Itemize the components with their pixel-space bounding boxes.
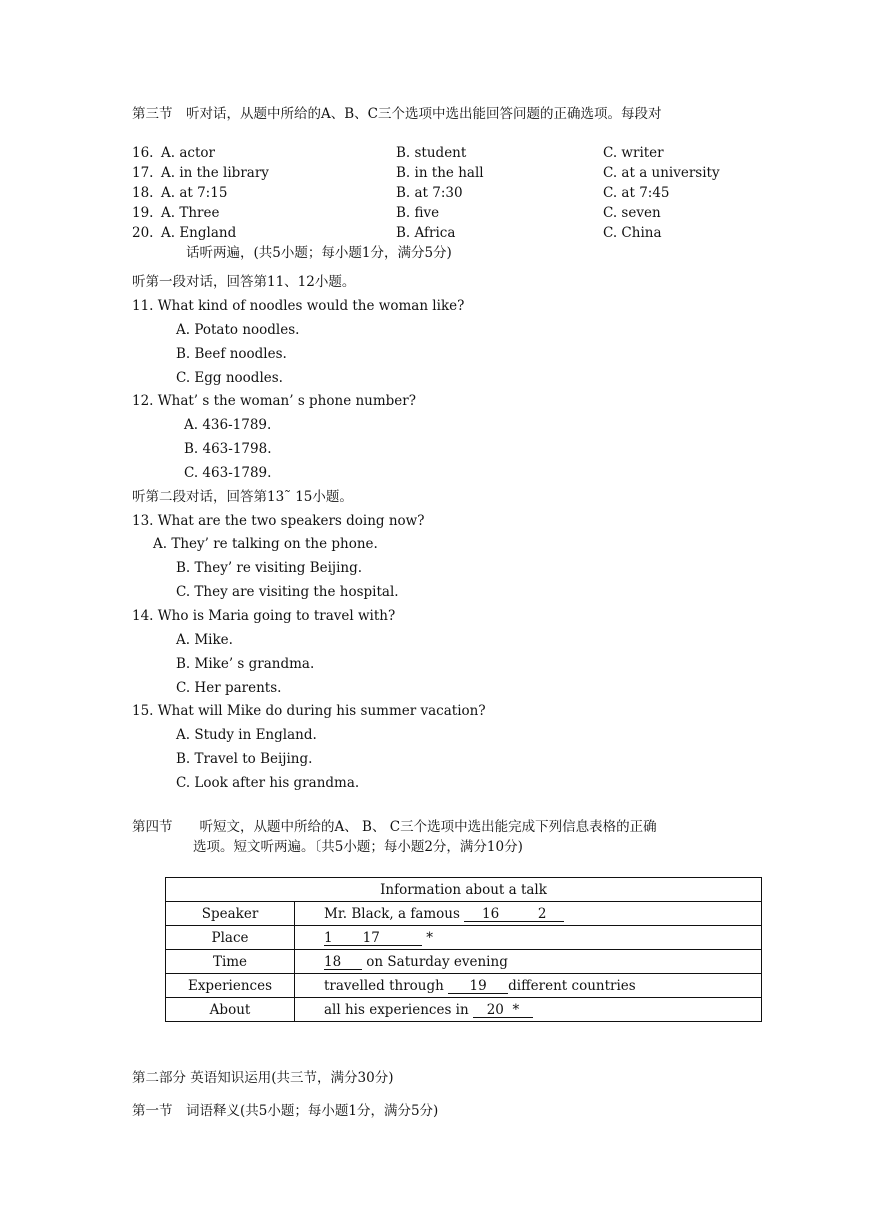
option-c: C. at 7:45 <box>603 185 670 201</box>
option-a: A. in the library <box>161 165 269 181</box>
option-b: B. student <box>396 145 467 161</box>
blank-19: 19 <box>448 979 508 994</box>
part2-section1-heading: 第一节 词语释义(共5小题；每小题1分，满分5分) <box>132 1103 439 1119</box>
option-row-16 <box>132 145 832 165</box>
time-text: on Saturday evening <box>362 953 508 970</box>
question-number: 20. <box>132 225 154 241</box>
blank-16: 16 2 <box>464 907 564 922</box>
about-text: all his experiences in <box>324 1001 473 1018</box>
q14-option-c: C. Her parents. <box>176 680 282 696</box>
q12-question: 12. What’ s the woman’ s phone number? <box>132 393 416 409</box>
q11-option-c: C. Egg noodles. <box>176 370 283 386</box>
q14-question: 14. Who is Maria going to travel with? <box>132 608 396 624</box>
section4-heading: 第四节 听短文，从题中所给的A、 B、 C三个选项中选出能完成下列信息表格的正确 <box>132 819 657 835</box>
info-table-row-place <box>166 926 762 950</box>
place-value <box>295 926 762 950</box>
question-number: 16. <box>132 145 154 161</box>
part2-heading: 第二部分 英语知识运用(共三节，满分30分) <box>132 1070 394 1086</box>
place-label: Place <box>166 926 295 950</box>
speaker-text: Mr. Black, a famous <box>324 905 465 922</box>
dialogue1-intro: 听第一段对话，回答第11、12小题。 <box>132 274 356 290</box>
q13-option-a: A. They’ re talking on the phone. <box>153 536 378 552</box>
q15-option-a: A. Study in England. <box>176 727 317 743</box>
info-table-row-speaker <box>166 902 762 926</box>
option-b: B. five <box>396 205 440 221</box>
q13-question: 13. What are the two speakers doing now? <box>132 513 425 529</box>
time-label: Time <box>166 950 295 974</box>
q11-option-a: A. Potato noodles. <box>176 322 300 338</box>
section3-heading: 第三节 听对话，从题中所给的A、B、C三个选项中选出能回答问题的正确选项。每段对 <box>132 106 662 122</box>
question-number: 19. <box>132 205 154 221</box>
q14-option-b: B. Mike’ s grandma. <box>176 656 315 672</box>
time-value <box>295 950 762 974</box>
info-table-row-about <box>166 998 762 1022</box>
experiences-value <box>295 974 762 998</box>
option-row-18 <box>132 185 832 205</box>
experiences-text: travelled through <box>324 977 449 994</box>
place-mark: * <box>426 929 434 946</box>
info-table <box>165 877 762 1022</box>
q15-question: 15. What will Mike do during his summer vacation? <box>132 703 486 719</box>
question-number: 17. <box>132 165 154 181</box>
about-label: About <box>166 998 295 1022</box>
blank-20: 20 * <box>473 1003 533 1018</box>
info-table-title: Information about a talk <box>166 878 762 902</box>
q12-option-b: B. 463-1798. <box>184 441 272 457</box>
q12-option-a: A. 436-1789. <box>184 417 272 433</box>
option-b: B. Africa <box>396 225 456 241</box>
info-table-row-experiences <box>166 974 762 998</box>
speaker-value <box>295 902 762 926</box>
q13-option-c: C. They are visiting the hospital. <box>176 584 399 600</box>
section4-heading-cont: 选项。短文听两遍。〔共5小题；每小题2分，满分10分) <box>193 839 523 855</box>
option-b: B. at 7:30 <box>396 185 463 201</box>
q14-option-a: A. Mike. <box>176 632 233 648</box>
about-value <box>295 998 762 1022</box>
section3-heading-cont: 话听两遍，(共5小题；每小题1分，满分5分) <box>186 245 452 261</box>
dialogue2-intro: 听第二段对话，回答第13˜ 15小题。 <box>132 489 353 505</box>
blank-17: 1 17 <box>324 931 422 946</box>
speaker-label: Speaker <box>166 902 295 926</box>
info-table-title-row <box>166 878 762 902</box>
option-c: C. China <box>603 225 662 241</box>
option-b: B. in the hall <box>396 165 484 181</box>
option-row-19 <box>132 205 832 225</box>
option-c: C. at a university <box>603 165 720 181</box>
option-row-20 <box>132 225 832 245</box>
option-a: A. at 7:15 <box>161 185 228 201</box>
option-c: C. seven <box>603 205 661 221</box>
option-row-17 <box>132 165 832 185</box>
q13-option-b: B. They’ re visiting Beijing. <box>176 560 363 576</box>
option-a: A. England <box>161 225 237 241</box>
q11-question: 11. What kind of noodles would the woman like? <box>132 298 465 314</box>
option-c: C. writer <box>603 145 664 161</box>
q15-option-c: C. Look after his grandma. <box>176 775 360 791</box>
experiences-label: Experiences <box>166 974 295 998</box>
q15-option-b: B. Travel to Beijing. <box>176 751 313 767</box>
info-table-row-time <box>166 950 762 974</box>
option-a: A. actor <box>161 145 215 161</box>
q12-option-c: C. 463-1789. <box>184 465 272 481</box>
blank-18: 18 <box>324 955 362 970</box>
question-number: 18. <box>132 185 154 201</box>
experiences-after: different countries <box>508 977 636 994</box>
q11-option-b: B. Beef noodles. <box>176 346 287 362</box>
option-a: A. Three <box>161 205 220 221</box>
